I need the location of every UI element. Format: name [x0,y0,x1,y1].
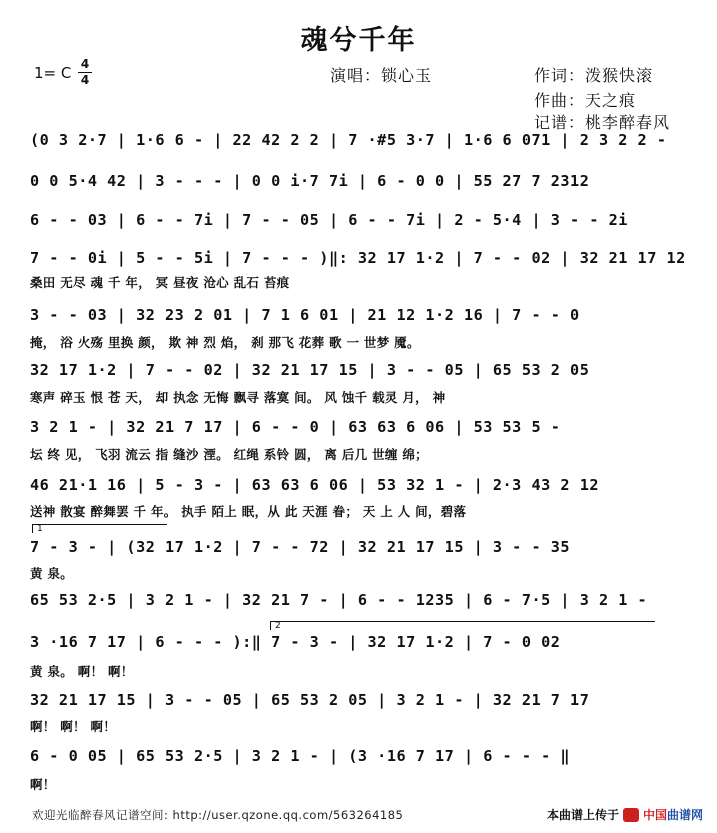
notation-row: (0 3 2·7 | 1·6 6 - | 22 42 2 2 | 7 ·#5 3·7 | 1·6 6 071 | 2 3 2 2 - [30,131,667,149]
score-title: 魂兮千年 [300,25,417,56]
notation-row: 3 - - 03 | 32 23 2 01 | 7 1 6 01 | 21 12 1·2 16 | 7 - - 0 [30,306,580,324]
lyric-row: 黄 泉。 啊！ 啊！ [30,664,134,679]
time-signature-top: 4 [80,57,90,71]
site-logo-part1: 中国 [642,808,667,822]
notation-row: 6 - 0 05 | 65 53 2·5 | 3 2 1 - | (3 ·16 7 17 | 6 - - - ‖ [30,747,571,765]
site-logo-part2: 曲谱网 [666,808,703,822]
time-signature [78,58,92,87]
lyric-row: 啊！ [30,777,56,792]
time-signature-bottom: 4 [80,73,90,87]
key-signature: 1= C [34,64,72,82]
notation-row: 6 - - 03 | 6 - - 7i | 7 - - 05 | 6 - - 7i | 2 - 5·4 | 3 - - 2i [30,211,628,229]
footer-credit: 欢迎光临醉春风记谱空间: http://user.qzone.qq.com/563264185 [32,808,404,822]
transcriber-credit: 记谱：桃李醉春风 [534,113,671,132]
notation-row: 3 2 1 - | 32 21 7 17 | 6 - - 0 | 63 63 6 06 | 53 53 5 - [30,418,561,436]
notation-row: 7 - 3 - | (32 17 1·2 | 7 - - 72 | 32 21 17 15 | 3 - - 35 [30,538,571,556]
lyric-row: 桑田 无尽 魂 千 年， 冥 昼夜 沧心 乱石 苔痕 [30,275,290,290]
lyric-row: 掩， 浴 火殇 里换 颜， 欺 神 烈 焰， 刹 那飞 花葬 歌 一 世梦 魇。 [30,335,420,350]
lyric-row: 寒声 碎玉 恨 苍 天， 却 执念 无悔 飘寻 落寞 间。 风 蚀千 载灵 月， 神 [30,390,446,405]
notation-row: 32 21 17 15 | 3 - - 05 | 65 53 2 05 | 3 2 1 - | 32 21 7 17 [30,691,590,709]
lyricist-credit: 作词：泼猴快滚 [534,66,654,85]
lyric-row: 送神 散宴 醉舞罢 千 年。 执手 陌上 眠，从 此 天涯 眷； 天 上 人 间，碧落 [30,504,467,519]
notation-row: 46 21·1 16 | 5 - 3 - | 63 63 6 06 | 53 32 1 - | 2·3 43 2 12 [30,476,599,494]
volta-bracket-2: 2 [270,621,655,630]
volta-bracket-1: 1 [32,524,167,533]
singer-credit: 演唱：锁心玉 [330,66,433,85]
site-logo-icon [623,808,639,822]
lyric-row: 黄 泉。 [30,566,74,581]
lyric-row: 啊！ 啊！ 啊！ [30,719,117,734]
notation-row: 32 17 1·2 | 7 - - 02 | 32 21 17 15 | 3 - - 05 | 65 53 2 05 [30,361,590,379]
composer-credit: 作曲：天之痕 [534,91,637,110]
site-logo[interactable] [643,806,703,823]
lyric-row: 坛 终 见， 飞羽 流云 指 缝沙 湮。 红绳 系铃 圆， 离 后几 世缠 绵； [30,447,428,462]
notation-row: 65 53 2·5 | 3 2 1 - | 32 21 7 - | 6 - - 1235 | 6 - 7·5 | 3 2 1 - [30,591,648,609]
upload-note-text: 本曲谱上传于 [546,808,619,822]
notation-row: 0 0 5·4 42 | 3 - - - | 0 0 i·7 7i | 6 - 0 0 | 55 27 7 2312 [30,172,590,190]
upload-note [547,806,703,823]
notation-row: 3 ·16 7 17 | 6 - - - ):‖ 7 - 3 - | 32 17 1·2 | 7 - 0 02 [30,633,561,651]
notation-row: 7 - - 0i | 5 - - 5i | 7 - - - )‖: 32 17 1·2 | 7 - - 02 | 32 21 17 12 [30,249,686,267]
